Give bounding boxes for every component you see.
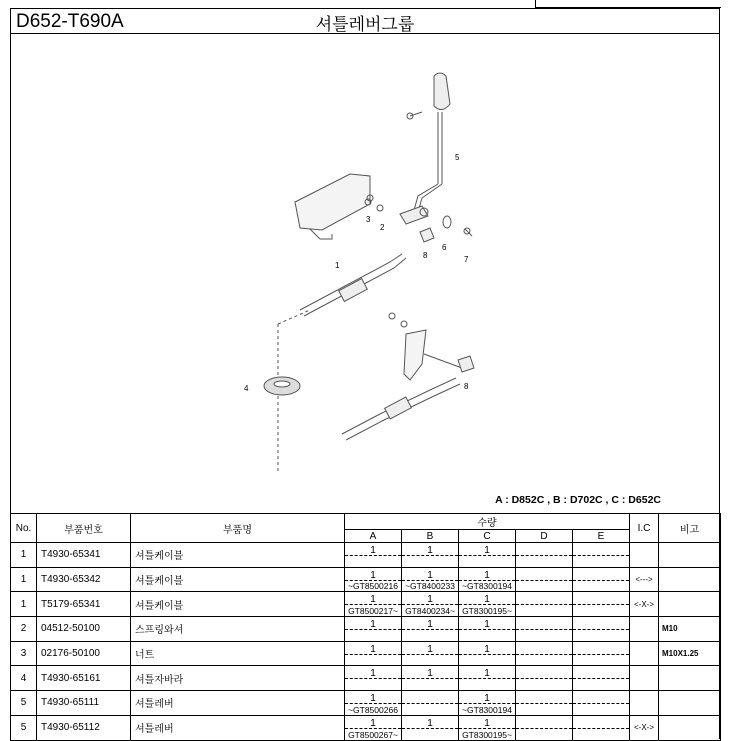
exploded-parts-diagram [10, 34, 720, 510]
qty-value: 1 [370, 594, 376, 606]
cell-qty [402, 691, 459, 716]
cell-qty [459, 617, 516, 642]
qty-value: 1 [427, 619, 433, 631]
cell-qty [516, 567, 573, 592]
cell-name: 셔틀레버 [131, 715, 345, 740]
qty-serial: GT8400234~ [405, 606, 455, 617]
qty-divider [573, 654, 629, 655]
model-code: D652-T690A [16, 11, 124, 32]
qty-divider [516, 678, 572, 679]
qty-divider [402, 555, 458, 556]
cell-qty [516, 715, 573, 740]
cell-qty [345, 592, 402, 617]
cell-part-no: T5179-65341 [37, 592, 131, 617]
cell-qty [573, 567, 630, 592]
cell-qty [516, 691, 573, 716]
cell-part-no: 02176-50100 [37, 641, 131, 666]
cell-qty [573, 592, 630, 617]
qty-divider [516, 728, 572, 729]
cell-qty [573, 691, 630, 716]
table-row [11, 691, 721, 716]
qty-serial: ~GT8500216 [348, 581, 398, 592]
qty-divider [573, 555, 629, 556]
callout-6: 6 [442, 243, 447, 252]
cell-no: 2 [11, 617, 37, 642]
header-col-c: C [459, 530, 516, 543]
cell-ic: <-X-> [630, 715, 659, 740]
qty-divider [402, 678, 458, 679]
qty-value: 1 [427, 569, 433, 581]
callout-8-top: 8 [423, 251, 428, 260]
cell-qty [459, 666, 516, 691]
cell-name: 셔틀케이블 [131, 567, 345, 592]
cell-no: 1 [11, 592, 37, 617]
cell-remark: M10 [659, 617, 721, 642]
qty-divider [345, 654, 401, 655]
qty-serial: GT8300195~ [462, 729, 512, 740]
callout-1: 1 [335, 261, 340, 270]
qty-value: 1 [370, 668, 376, 680]
cell-name: 셔틀자바라 [131, 666, 345, 691]
table-row [11, 567, 721, 592]
group-title: 셔틀레버그룹 [315, 15, 415, 35]
header-col-a: A [345, 530, 402, 543]
cell-qty [402, 641, 459, 666]
qty-value: 1 [370, 619, 376, 631]
cell-qty [573, 715, 630, 740]
cell-qty [459, 691, 516, 716]
qty-value: 1 [370, 643, 376, 655]
table-row [11, 715, 721, 740]
cell-ic [630, 617, 659, 642]
callout-7: 7 [464, 255, 469, 264]
cell-part-no: 04512-50100 [37, 617, 131, 642]
header-ic: I.C [630, 514, 659, 543]
cell-no: 1 [11, 543, 37, 568]
qty-serial: ~GT8300194 [462, 581, 512, 592]
qty-value: 1 [427, 594, 433, 606]
qty-divider [516, 654, 572, 655]
cell-qty [516, 666, 573, 691]
cell-qty [573, 617, 630, 642]
qty-divider [345, 629, 401, 630]
callout-4: 4 [244, 384, 249, 393]
cell-remark [659, 567, 721, 592]
qty-value: 1 [484, 569, 490, 581]
cell-name: 셔틀케이블 [131, 592, 345, 617]
qty-divider [573, 703, 629, 704]
cell-part-no: T4930-65342 [37, 567, 131, 592]
cell-qty [459, 543, 516, 568]
header-col-b: B [402, 530, 459, 543]
table-row [11, 592, 721, 617]
callout-3: 3 [366, 215, 371, 224]
qty-value: 1 [427, 717, 433, 729]
callout-8-bottom: 8 [464, 382, 469, 391]
qty-divider [573, 629, 629, 630]
qty-divider [402, 654, 458, 655]
header-part-no: 부품번호 [37, 514, 131, 543]
cell-part-no: T4930-65111 [37, 691, 131, 716]
cell-qty [345, 641, 402, 666]
qty-serial: ~GT8500266 [348, 704, 398, 715]
cell-qty [345, 691, 402, 716]
cell-name: 너트 [131, 641, 345, 666]
qty-divider [516, 703, 572, 704]
qty-divider [573, 604, 629, 605]
cell-name: 스프링와셔 [131, 617, 345, 642]
header-col-e: E [573, 530, 630, 543]
cell-qty [345, 567, 402, 592]
cell-qty [345, 666, 402, 691]
cell-part-no: T4930-65341 [37, 543, 131, 568]
callout-2: 2 [380, 223, 385, 232]
qty-divider [345, 678, 401, 679]
cell-no: 5 [11, 691, 37, 716]
cell-qty [573, 641, 630, 666]
qty-value: 1 [427, 668, 433, 680]
qty-divider [516, 604, 572, 605]
cell-no: 4 [11, 666, 37, 691]
qty-value: 1 [370, 545, 376, 556]
header-no: No. [11, 514, 37, 543]
cell-remark [659, 666, 721, 691]
cell-remark [659, 592, 721, 617]
cell-remark: M10X1.25 [659, 641, 721, 666]
diagram-drawing [10, 34, 720, 510]
qty-value: 1 [484, 717, 490, 729]
cell-ic [630, 641, 659, 666]
cell-qty [516, 617, 573, 642]
qty-value: 1 [484, 643, 490, 655]
cell-remark [659, 715, 721, 740]
qty-value: 1 [370, 693, 376, 705]
qty-value: 1 [427, 643, 433, 655]
qty-serial: ~GT8300194 [462, 704, 512, 715]
cell-qty [402, 666, 459, 691]
qty-serial: GT8500267~ [348, 729, 398, 740]
cell-remark [659, 691, 721, 716]
cell-qty [459, 715, 516, 740]
qty-divider [402, 703, 458, 704]
qty-value: 1 [370, 569, 376, 581]
callout-5: 5 [455, 153, 460, 162]
cell-qty [402, 715, 459, 740]
cell-part-no: T4930-65161 [37, 666, 131, 691]
cell-qty [459, 641, 516, 666]
header-qty: 수량 [345, 514, 630, 530]
qty-divider [573, 580, 629, 581]
qty-serial: ~GT8400233 [405, 581, 455, 592]
cell-ic [630, 691, 659, 716]
cell-qty [402, 543, 459, 568]
cell-ic: <-X-> [630, 592, 659, 617]
cell-no: 5 [11, 715, 37, 740]
cell-qty [516, 592, 573, 617]
table-row [11, 543, 721, 568]
cell-ic [630, 666, 659, 691]
qty-value: 1 [427, 545, 433, 556]
qty-divider [459, 629, 515, 630]
qty-serial: GT8300195~ [462, 606, 512, 617]
qty-value: 1 [484, 668, 490, 680]
cell-qty [402, 592, 459, 617]
table-row [11, 666, 721, 691]
cell-qty [516, 543, 573, 568]
qty-divider [459, 555, 515, 556]
cell-no: 3 [11, 641, 37, 666]
qty-value: 1 [484, 545, 490, 556]
qty-divider [516, 629, 572, 630]
qty-divider [345, 555, 401, 556]
table-row [11, 617, 721, 642]
parts-table [10, 513, 721, 741]
qty-divider [459, 678, 515, 679]
cell-qty [573, 666, 630, 691]
qty-divider [573, 678, 629, 679]
header-col-d: D [516, 530, 573, 543]
cell-qty [459, 592, 516, 617]
qty-divider [402, 629, 458, 630]
cell-qty [345, 617, 402, 642]
cell-part-no: T4930-65112 [37, 715, 131, 740]
cell-remark [659, 543, 721, 568]
cell-no: 1 [11, 567, 37, 592]
cell-name: 셔틀레버 [131, 691, 345, 716]
table-row [11, 641, 721, 666]
cell-qty [459, 567, 516, 592]
qty-divider [402, 728, 458, 729]
qty-value: 1 [484, 693, 490, 705]
qty-serial: GT8500217~ [348, 606, 398, 617]
cell-qty [402, 567, 459, 592]
top-border-fragment [535, 0, 721, 8]
cell-qty [345, 715, 402, 740]
qty-divider [516, 555, 572, 556]
cell-qty [345, 543, 402, 568]
page-header [10, 8, 720, 34]
model-legend: A : D852C , B : D702C , C : D652C [495, 494, 661, 506]
qty-divider [516, 580, 572, 581]
qty-value: 1 [370, 717, 376, 729]
cell-ic [630, 543, 659, 568]
cell-name: 셔틀케이블 [131, 543, 345, 568]
qty-value: 1 [484, 619, 490, 631]
header-name: 부품명 [131, 514, 345, 543]
cell-qty [573, 543, 630, 568]
cell-qty [402, 617, 459, 642]
header-remark: 비고 [659, 514, 721, 543]
qty-divider [459, 654, 515, 655]
cell-ic: <---> [630, 567, 659, 592]
cell-qty [516, 641, 573, 666]
qty-divider [573, 728, 629, 729]
qty-value: 1 [484, 594, 490, 606]
